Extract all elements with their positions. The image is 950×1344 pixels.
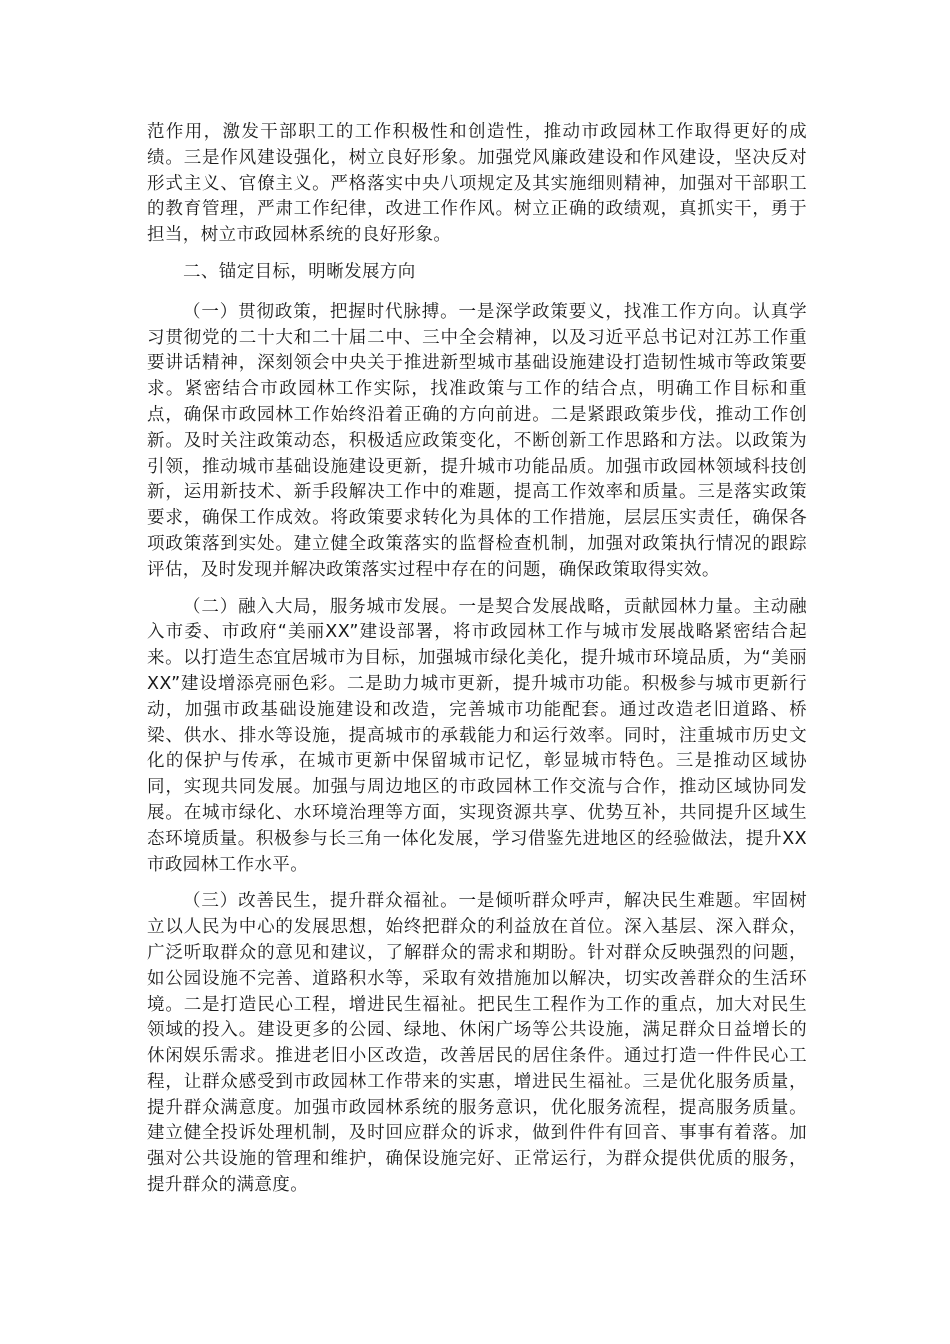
paragraph-livelihood: （三）改善民生，提升群众福祉。一是倾听群众呼声，解决民生难题。牢固树立以人民为中心的发展思想，始终把群众的利益放在首位。深入基层、深入群众，广泛听取群众的意见和建议，了解群众的需求和期盼。针对群众反映强烈的问题，如公园设施不完善、道路积水等，采取有效措施加以解决，切实改善群众的生活环境。二是打造民心工程，增进民生福祉。把民生工程作为工作的重点，加大对民生领域的投入。建设更多的公园、绿地、休闲广场等公共设施，满足群众日益增长的休闲娱乐需求。推进老旧小区改造，改善居民的居住条件。通过打造一件件民心工程，让群众感受到市政园林工作带来的实惠，增进民生福祉。三是优化服务质量，提升群众满意度。加强市政园林系统的服务意识，优化服务流程，提高服务质量。建立健全投诉处理机制，及时回应群众的诉求，做到件件有回音、事事有着落。加强对公共设施的管理和维护，确保设施完好、正常运行，为群众提供优质的服务，提升群众的满意度。 — [147, 891, 807, 1196]
paragraph-continued: 范作用，激发干部职工的工作积极性和创造性，推动市政园林工作取得更好的成绩。三是作风建设强化，树立良好形象。加强党风廉政建设和作风建设，坚决反对形式主义、官僚主义。严格落实中央八项规定及其实施细则精神，加强对干部职工的教育管理，严肃工作纪律，改进工作作风。树立正确的政绩观，真抓实干，勇于担当，树立市政园林系统的良好形象。 — [147, 122, 807, 246]
paragraph-policy: （一）贯彻政策，把握时代脉搏。一是深学政策要义，找准工作方向。认真学习贯彻党的二十大和二十届二中、三中全会精神，以及习近平总书记对江苏工作重要讲话精神，深刻领会中央关于推进新型城市基础设施建设打造韧性城市等政策要求。紧密结合市政园林工作实际，找准政策与工作的结合点，明确工作目标和重点，确保市政园林工作始终沿着正确的方向前进。二是紧跟政策步伐，推动工作创新。及时关注政策动态，积极适应政策变化，不断创新工作思路和方法。以政策为引领，推动城市基础设施建设更新，提升城市功能品质。加强市政园林领域科技创新，运用新技术、新手段解决工作中的难题，提高工作效率和质量。三是落实政策要求，确保工作成效。将政策要求转化为具体的工作措施，层层压实责任，确保各项政策落到实处。建立健全政策落实的监督检查机制，加强对政策执行情况的跟踪评估，及时发现并解决政策落实过程中存在的问题，确保政策取得实效。 — [147, 301, 807, 580]
paragraph-city-development: （二）融入大局，服务城市发展。一是契合发展战略，贡献园林力量。主动融入市委、市政府“美丽XX”建设部署，将市政园林工作与城市发展战略紧密结合起来。以打造生态宜居城市为目标，加强城市绿化美化，提升城市环境品质，为“美丽XX”建设增添亮丽色彩。二是助力城市更新，提升城市功能。积极参与城市更新行动，加强市政基础设施建设和改造，完善城市功能配套。通过改造老旧道路、桥梁、供水、排水等设施，提高城市的承载能力和运行效率。同时，注重城市历史文化的保护与传承，在城市更新中保留城市记忆，彰显城市特色。三是推动区域协同，实现共同发展。加强与周边地区的市政园林工作交流与合作，推动区域协同发展。在城市绿化、水环境治理等方面，实现资源共享、优势互补，共同提升区域生态环境质量。积极参与长三角一体化发展，学习借鉴先进地区的经验做法，提升XX市政园林工作水平。 — [147, 596, 807, 875]
section-heading: 二、锚定目标，明晰发展方向 — [183, 261, 416, 282]
document-body — [147, 120, 807, 1210]
